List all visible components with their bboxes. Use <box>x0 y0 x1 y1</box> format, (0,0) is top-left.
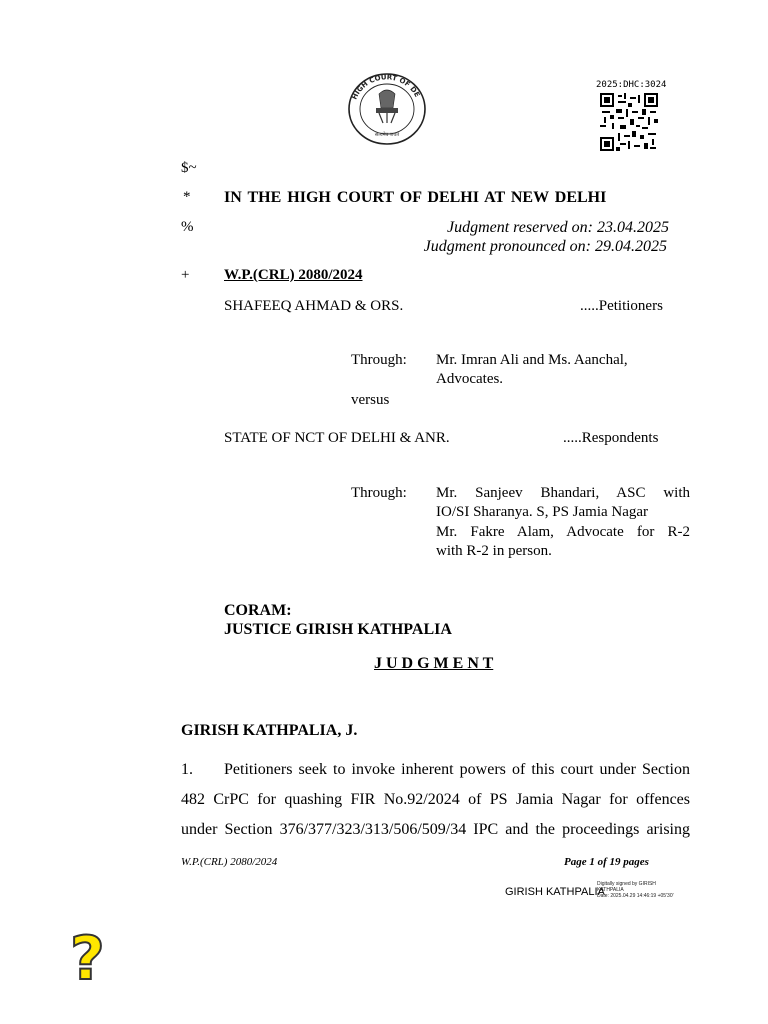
help-question-icon[interactable]: ? <box>70 924 105 994</box>
svg-text:सत्यमेव जयते: सत्यमेव जयते <box>374 133 400 138</box>
neutral-citation: 2025:DHC:3024 <box>596 80 667 90</box>
petitioner-counsel-line: Mr. Imran Ali and Ms. Aanchal, <box>436 352 628 368</box>
petitioner-counsel-line: Advocates. <box>436 371 504 387</box>
paragraph-line: under Section 376/377/323/313/506/509/34 IPC and the proceedings arising <box>181 821 690 838</box>
petitioner-role: .....Petitioners <box>580 298 663 314</box>
signature-meta-line: Date: 2025.04.29 14:46:19 +05'30' <box>597 893 674 899</box>
margin-mark-dollar: $~ <box>181 160 197 176</box>
case-number: W.P.(CRL) 2080/2024 <box>224 267 363 283</box>
qr-code <box>600 93 658 151</box>
judgment-heading: J U D G M E N T <box>374 655 494 672</box>
judgment-reserved-date: Judgment reserved on: 23.04.2025 <box>446 219 669 236</box>
margin-mark-star: * <box>183 189 191 205</box>
signature-meta-line: KATHPALIA <box>597 887 624 893</box>
paragraph-line: 482 CrPC for quashing FIR No.92/2024 of PS Jamia Nagar for offences <box>181 791 690 808</box>
respondent-name: STATE OF NCT OF DELHI & ANR. <box>224 430 450 446</box>
signature-name: GIRISH KATHPALIA <box>505 886 605 898</box>
respondent-counsel-line: IO/SI Sharanya. S, PS Jamia Nagar <box>436 504 649 520</box>
respondent-counsel-line: Mr. Fakre Alam, Advocate for R-2 <box>436 524 690 540</box>
coram-label: CORAM: <box>224 602 292 619</box>
margin-mark-percent: % <box>181 219 194 235</box>
footer-page-count: Page 1 of 19 pages <box>564 856 649 868</box>
footer-case-number: W.P.(CRL) 2080/2024 <box>181 856 278 868</box>
judgment-pronounced-date: Judgment pronounced on: 29.04.2025 <box>423 238 667 255</box>
respondent-counsel-line: Mr. Sanjeev Bhandari, ASC with <box>436 485 690 501</box>
coram-judge: JUSTICE GIRISH KATHPALIA <box>224 621 452 638</box>
through-label: Through: <box>351 352 407 368</box>
respondent-role: .....Respondents <box>563 430 659 446</box>
court-title: IN THE HIGH COURT OF DELHI AT NEW DELHI <box>224 189 607 206</box>
through-label: Through: <box>351 485 407 501</box>
petitioner-name: SHAFEEQ AHMAD & ORS. <box>224 298 404 314</box>
court-emblem-seal <box>346 72 428 146</box>
respondent-counsel-line: with R-2 in person. <box>436 543 552 559</box>
margin-mark-plus: + <box>181 267 190 283</box>
judgment-author: GIRISH KATHPALIA, J. <box>181 722 358 739</box>
signature-details <box>597 881 674 899</box>
signature-meta-line: Digitally signed by GIRISH <box>597 881 656 887</box>
svg-text:HIGH COURT OF DELHI: HIGH COURT OF DE <box>350 73 422 101</box>
paragraph-number: 1. <box>181 761 193 778</box>
paragraph-line: Petitioners seek to invoke inherent powers of this court under Section <box>224 761 690 778</box>
versus-label: versus <box>351 392 390 408</box>
